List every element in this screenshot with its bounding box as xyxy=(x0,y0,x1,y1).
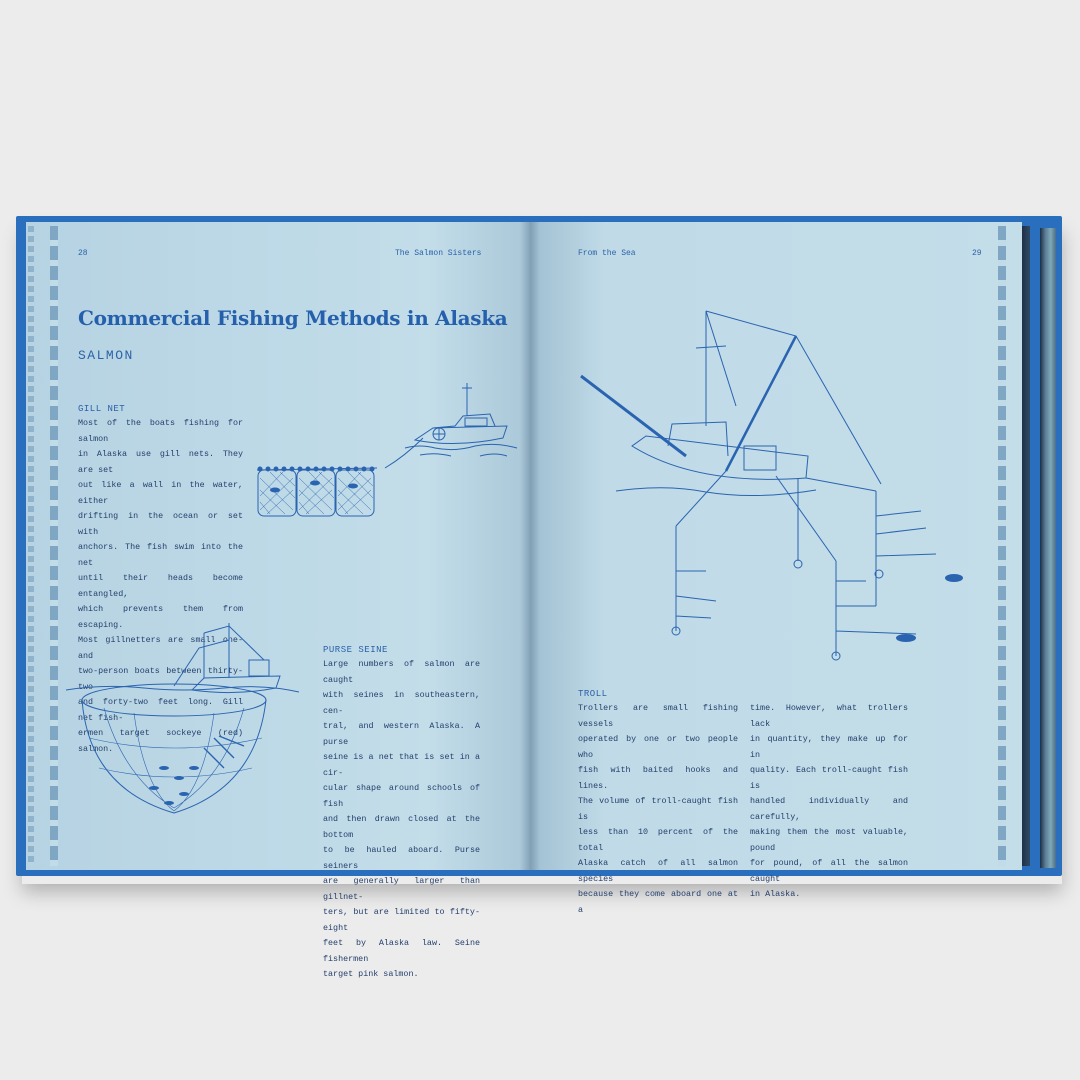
text-line: because they come aboard one at a xyxy=(578,889,738,915)
text-line: time. However, what trollers lack xyxy=(750,703,908,729)
gillnet-boat-illustration xyxy=(255,378,515,523)
right-edge-stripe xyxy=(998,226,1006,866)
text-line: fish with baited hooks and lines. xyxy=(578,765,738,791)
purse-seine-text xyxy=(323,657,480,983)
text-line: for pound, of all the salmon caught xyxy=(750,858,908,884)
text-line: ermen target sockeye (red) salmon. xyxy=(78,728,243,754)
left-page-number: 28 xyxy=(78,249,88,258)
troll-text-column-2 xyxy=(750,701,908,903)
section-subtitle: SALMON xyxy=(78,348,134,363)
text-line: seine is a net that is set in a cir- xyxy=(323,752,480,778)
text-line: in quantity, they make up for in xyxy=(750,734,908,760)
text-line: until their heads become entangled, xyxy=(78,573,243,599)
text-line: cular shape around schools of fish xyxy=(323,783,480,809)
text-line: ters, but are limited to fifty-eight xyxy=(323,907,480,933)
text-line: are generally larger than gillnet- xyxy=(323,876,480,902)
text-line: less than 10 percent of the total xyxy=(578,827,738,853)
troll-heading: TROLL xyxy=(578,689,608,699)
troll-text-column-1 xyxy=(578,701,738,918)
text-line: and forty-two feet long. Gill net fish- xyxy=(78,697,243,723)
text-line: Most gillnetters are small one- and xyxy=(78,635,243,661)
right-page-number: 29 xyxy=(972,249,982,258)
text-line: Large numbers of salmon are caught xyxy=(323,659,480,685)
text-line: handled individually and carefully, xyxy=(750,796,908,822)
text-line: and then drawn closed at the bottom xyxy=(323,814,480,840)
text-line: tral, and western Alaska. A purse xyxy=(323,721,480,747)
text-line: two-person boats between thirty-two xyxy=(78,666,243,692)
right-running-head: From the Sea xyxy=(578,249,636,258)
page-stack-right xyxy=(1022,226,1030,866)
book-gutter xyxy=(520,222,540,870)
troller-illustration xyxy=(576,306,956,666)
page-stack-left xyxy=(28,226,34,866)
text-line: in Alaska use gill nets. They are set xyxy=(78,449,243,475)
text-line: anchors. The fish swim into the net xyxy=(78,542,243,568)
text-line: quality. Each troll-caught fish is xyxy=(750,765,908,791)
purse-seine-illustration xyxy=(64,618,314,828)
text-line: in Alaska. xyxy=(750,889,801,899)
cover-edge xyxy=(1040,228,1056,868)
text-line: with seines in southeastern, cen- xyxy=(323,690,480,716)
page-title: Commercial Fishing Methods in Alaska xyxy=(78,306,508,330)
left-running-head: The Salmon Sisters xyxy=(395,249,482,258)
text-line: feet by Alaska law. Seine fishermen xyxy=(323,938,480,964)
text-line: out like a wall in the water, either xyxy=(78,480,243,506)
text-line: operated by one or two people who xyxy=(578,734,738,760)
left-edge-stripe xyxy=(50,226,58,866)
text-line: Most of the boats fishing for salmon xyxy=(78,418,243,444)
text-line: to be hauled aboard. Purse seiners xyxy=(323,845,480,871)
text-line: Alaska catch of all salmon species xyxy=(578,858,738,884)
text-line: The volume of troll-caught fish is xyxy=(578,796,738,822)
purse-seine-heading: PURSE SEINE xyxy=(323,645,388,655)
gill-net-heading: GILL NET xyxy=(78,404,126,414)
text-line: Trollers are small fishing vessels xyxy=(578,703,738,729)
text-line: which prevents them from escaping. xyxy=(78,604,243,630)
text-line: target pink salmon. xyxy=(323,969,419,979)
text-line: making them the most valuable, pound xyxy=(750,827,908,853)
text-line: drifting in the ocean or set with xyxy=(78,511,243,537)
